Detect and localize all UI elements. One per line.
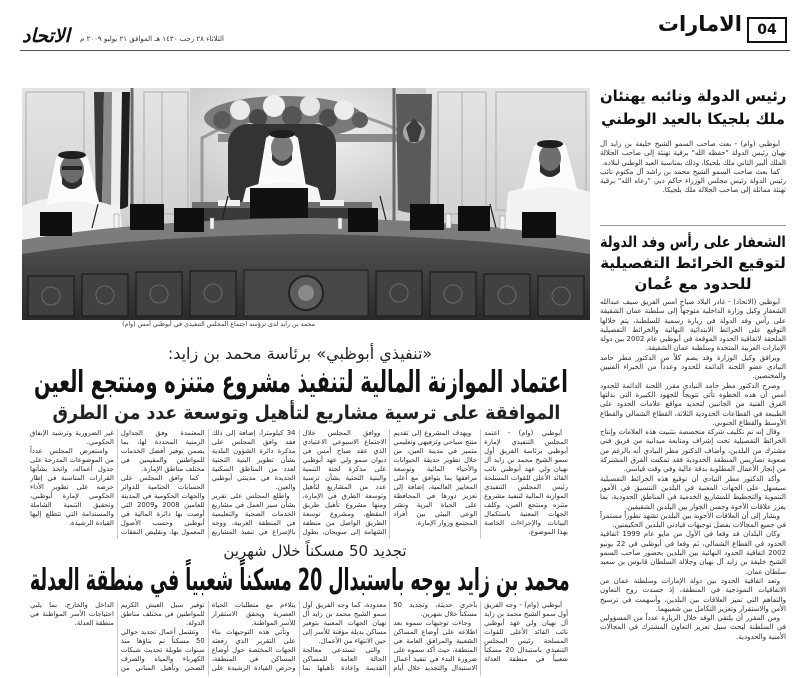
paragraph: وتأتي هذه التوجيهات بناء على التقرير الذي رفعته الجهات المختصة حول أوضاع المساكن في المنطقة، وحرص القيادة الرشيدة على توفير سبل العيش الكريم للمواطنين في مختلف مناطق الدولة. <box>120 601 296 672</box>
paragraph: كما وافق المجلس على الحسابات الختامية للدوائر والجهات الحكومية في المدينة للعامين 2008 و2009 التي أوصت بها دائرة المالية في أبوظبي وحسب الأصول المعمول بها، وتقليص النفقات غير الضرورية وترشيد الإنفاق الحكومي. <box>30 429 205 536</box>
paragraph: واستعرض المجلس عدداً من الموضوعات المدرجة على جدول أعماله، واتخذ بشأنها القرارات المناسبة في إطار حرصه على تطوير الأداء الحكومي لإمارة أبوظبي، وتحقيق التنمية الشاملة والمستدامة التي تتطلع إليها القيادة الرشيدة. <box>30 447 114 527</box>
sidebar-story2-body <box>600 298 786 674</box>
main-story-body <box>30 429 568 539</box>
main-kicker <box>150 343 450 363</box>
paragraph: وجاءت توجيهات سموه بعد اطلاعه على أوضاع المساكن الشعبية والمرافق العامة في المنطقة، حيث أكد سموه على ضرورة البدء في تنفيذ أعمال الاستبدال والتجديد خلال أيام معدودة، كما وجه الفريق أول سمو الشيخ محمد بن زايد آل نهيان الجهات المعنية بتوفير مساكن بديلة مؤقتة للأسر إلى حين الانتهاء من الأعمال. <box>302 601 478 672</box>
paragraph: وتعد اتفاقية الحدود بين دولة الإمارات وسلطنة عمان من الاتفاقيات النموذجية في المنطقة، إذ جسدت روح التعاون والتفاهم التي تميز العلاقات بين البلدين، وأسهمت في ترسيخ الأمن والاستقرار وتعزيز التكامل بين شعبيهما. <box>600 576 786 613</box>
central-monitor <box>250 188 308 218</box>
conference-table <box>22 218 590 320</box>
headline-text: ملك بلجيكا بالعيد الوطني <box>601 110 785 128</box>
paragraph: والتي تستدعي معالجة الحالة العامة للمساكن القديمة وإعادة تأهيلها بما يتلاءم مع متطلبات الحياة العصرية ويحقق الاستقرار للأسر المواطنة. <box>211 601 387 672</box>
meeting-photo <box>22 88 590 320</box>
sidebar-story2-headline-line3 <box>600 274 786 294</box>
headline-text: الشعفار على رأس وفد الدولة <box>600 233 786 251</box>
sidebar-story1-body <box>600 140 786 220</box>
paragraph: كما بعث صاحب السمو الشيخ محمد بن راشد آل مكتوم نائب رئيس الدولة رئيس مجلس الوزراء حاكم دبي "رعاه الله" برقية تهنئة مماثلة إلى صاحب الجلالة ملك بلجيكا. <box>600 167 786 195</box>
paragraph: أبوظبي (الاتحاد) - غادر البلاد صباح أمس الفريق سيف عبدالله الشعفار وكيل وزارة الداخلية متوجهاً إلى سلطنة عمان الشقيقة على رأس وفد الدولة في زيارة رسمية للسلطنة، يتم خلالها التوقيع على الخرائط الابتدائية النهائية والخرائط التفصيلية الملحقة لاتفاقية الحدود الموقعة في أبوظبي عام 2002 بين دولة الإمارات العربية المتحدة وسلطنة عمان الشقيقة. <box>600 298 786 353</box>
paragraph: وصرح الدكتور مطر حامد النيادي مقرر اللجنة الدائمة للحدود أمس أن هذه الخطوة تأتي تتويجاً للجهود الكبيرة التي بذلتها الفرق الفنية من الجانبين لتحديد مواقع علامات الحدود على الطبيعة في القطاعات الحدودية الثلاثة، القطاع الشمالي والقطاع الأوسط والقطاع الجنوبي. <box>600 381 786 427</box>
paragraph: أبوظبي (وام) - اعتمد المجلس التنفيذي لإمارة أبوظبي برئاسة الفريق أول سمو الشيخ محمد بن زايد آل نهيان ولي عهد أبوظبي نائب القائد الأعلى للقوات المسلحة رئيس المجلس التنفيذي الموازنة المالية لتنفيذ مشروع متنزه ومنتجع العين، وكلف الجهات المعنية باستكمال البيانات والإجراءات الخاصة بهذا الموضوع. <box>484 429 568 536</box>
main-subhead <box>52 402 560 424</box>
main-subhead-text: الموافقة على ترسية مشاريع لتأهيل وتوسعة عدد من الطرق <box>52 402 560 424</box>
section-number: 04 <box>747 17 787 43</box>
main-headline <box>34 364 568 400</box>
paragraph: وكان البلدان قد وقعا في الأول من مايو عام 1999 اتفاقية الحدود في القطاع الشمالي، ثم وقعا في أبوظبي في 22 يونيو 2002 اتفاقية الحدود النهائية بين البلدين بحضور صاحب السمو الشيخ خليفة بن زايد آل نهيان وجلالة السلطان قابوس بن سعيد سلطان عمان. <box>600 530 786 576</box>
second-headline <box>30 563 570 597</box>
second-kicker-text: تجديد 50 مسكناً خلال شهرين <box>223 542 407 560</box>
emblem-flag-right <box>394 88 432 222</box>
sidebar-story1-headline-line2 <box>600 109 786 129</box>
paragraph: أبوظبي (وام) - وجه الفريق أول سمو الشيخ محمد بن زايد آل نهيان ولي عهد أبوظبي نائب القائد الأعلى للقوات المسلحة رئيس المجلس التنفيذي باستبدال 20 مسكناً شعبياً في منطقة العدلة بأخرى حديثة، وتجديد 50 مسكناً خلال شهرين. <box>393 601 568 663</box>
paragraph: وأكد الدكتور مطر النيادي أن توقيع هذه الخرائط التفصيلية سيسهل على الجهات المعنية في البلدين التنسيق في الأمور التنموية والتخطيط للمشاريع الخدمية في المناطق الحدودية، بما يعزز علاقات الأخوة وحسن الجوار بين البلدين الشقيقين. <box>600 474 786 511</box>
header-divider <box>20 50 790 51</box>
paragraph: ويرافق وكيل الوزارة وفد يضم كلاً من الدكتور مطر حامد النيادي عضو اللجنة الدائمة للحدود وعدداً من الخبراء الفنيين والمختصين. <box>600 353 786 381</box>
paragraph: ويهدف المشروع إلى تقديم منتج سياحي وترفيهي وتعليمي متميز في مدينة العين، من خلال تطوير حديقة الحيوانات والأحياء المائية وتوسعة مرافقها بما يتوافق مع أعلى المعايير العالمية، إضافة إلى تعزيز دورها في المحافظة على الحياة البرية ونشر الوعي البيئي بين أفراد المجتمع وزوار الإمارة. <box>393 429 478 527</box>
main-kicker-text: «تنفيذي أبوظبي» برئاسة محمد بن زايد: <box>167 343 433 363</box>
section-title: الامارات <box>657 12 742 36</box>
newspaper-logo: الاتحاد <box>22 25 70 47</box>
main-headline-text: اعتماد الموازنة المالية لتنفيذ مشروع متنزه ومنتجع العين <box>34 364 568 400</box>
sidebar-story1-headline-line1 <box>600 86 786 106</box>
sidebar-divider <box>600 225 786 226</box>
sidebar-story2-headline-line2 <box>600 253 786 273</box>
headline-text: للحدود مع عُمان <box>634 275 752 293</box>
second-story-body <box>30 601 568 676</box>
paragraph: وقال إنه تم تكليف شركة متخصصة بتثبيت هذه العلامات وإنتاج الخرائط التفصيلية تحت إشراف ومتابعة ميدانية من فريق فني مشترك من البلدين، وأضاف الدكتور مطر النيادي أنه بالرغم من صعوبة تضاريس المنطقة الحدودية فقد تمكنت الفرق المشتركة من إنجاز الأعمال المطلوبة بدقة عالية وفي وقت قياسي. <box>600 428 786 474</box>
sidebar-story2-headline-line1 <box>600 232 786 252</box>
second-headline-text: محمد بن زايد يوجه باستبدال 20 مسكناً شعبياً في منطقة العدلة <box>30 562 570 598</box>
meeting-photo-image <box>22 88 590 320</box>
photo-caption: محمد بن زايد لدى ترؤسه اجتماع المجلس التنفيذي في أبوظبي أمس (وام) <box>122 321 315 328</box>
paragraph: ويشار إلى أن العلاقات الأخوية بين البلدين تشهد تطوراً مستمراً في جميع المجالات بفضل توجيهات قيادتي البلدين الحكيمتين. <box>600 511 786 530</box>
paragraph: وتشمل أعمال تجديد حوالي 50 مسكناً تم بناؤها منذ سنوات طويلة تحديث شبكات الكهرباء والمياه والصرف الصحي وتأهيل المباني من الداخل والخارج، بما يلبي احتياجات الأسر المواطنة في منطقة العدلة. <box>30 601 205 672</box>
date-line: الثلاثاء ٢٨ رجب ١٤٣٠ هـ الموافق ٢١ يوليو ٢٠٠٩ م <box>80 35 224 43</box>
headline-text: رئيس الدولة ونائبه يهنئان <box>599 87 787 105</box>
paragraph: ووافق المجلس خلال الاجتماع الاسبوعي الاعتيادي الذي عقد صباح أمس في ديوان سمو ولي عهد أبوظبي على مذكرة لجنة التنمية والبنية التحتية بشأن ترسية عدد من المشاريع لتأهيل وتوسعة الطرق في الإمارة، ومنها مشروع تأهيل طريق المقطع، ومشروع توسعة الطريق الواصل من منطقة الشهامة إلى سويحان، بطول 34 كيلومتراً، إضافة إلى ذلك فقد وافق المجلس على مذكرة دائرة الشؤون البلدية بشأن تطوير البنية التحتية لعدد من المناطق السكنية الجديدة في مدينتي أبوظبي والعين. <box>211 429 387 536</box>
headline-text: لتوقيع الخرائط التفصيلية <box>600 254 786 272</box>
paragraph: أبوظبي (وام) - بعث صاحب السمو الشيخ خليفة بن زايد آل نهيان رئيس الدولة "حفظه الله" برقية تهنئة إلى صاحب الجلالة الملك ألبير الثاني ملك بلجيكا، وذلك بمناسبة العيد الوطني لبلاده. <box>600 140 786 167</box>
paragraph: ومن المقرر أن يلتقي الوفد خلال الزيارة عدداً من المسؤولين في السلطنة لبحث سبل تعزيز التعاون المشترك في المجالات الأمنية والحدودية. <box>600 614 786 641</box>
second-kicker <box>200 541 430 561</box>
paragraph: واطلع المجلس على تقرير بشأن سير العمل في مشاريع الخدمات الصحية والتعليمية في المنطقة الغربية، ووجه بالإسراع في تنفيذ المشاريع المعتمدة وفق الجداول الزمنية المحددة لها، بما يضمن توفير أفضل الخدمات للمواطنين والمقيمين في مختلف مناطق الإمارة. <box>120 429 296 536</box>
